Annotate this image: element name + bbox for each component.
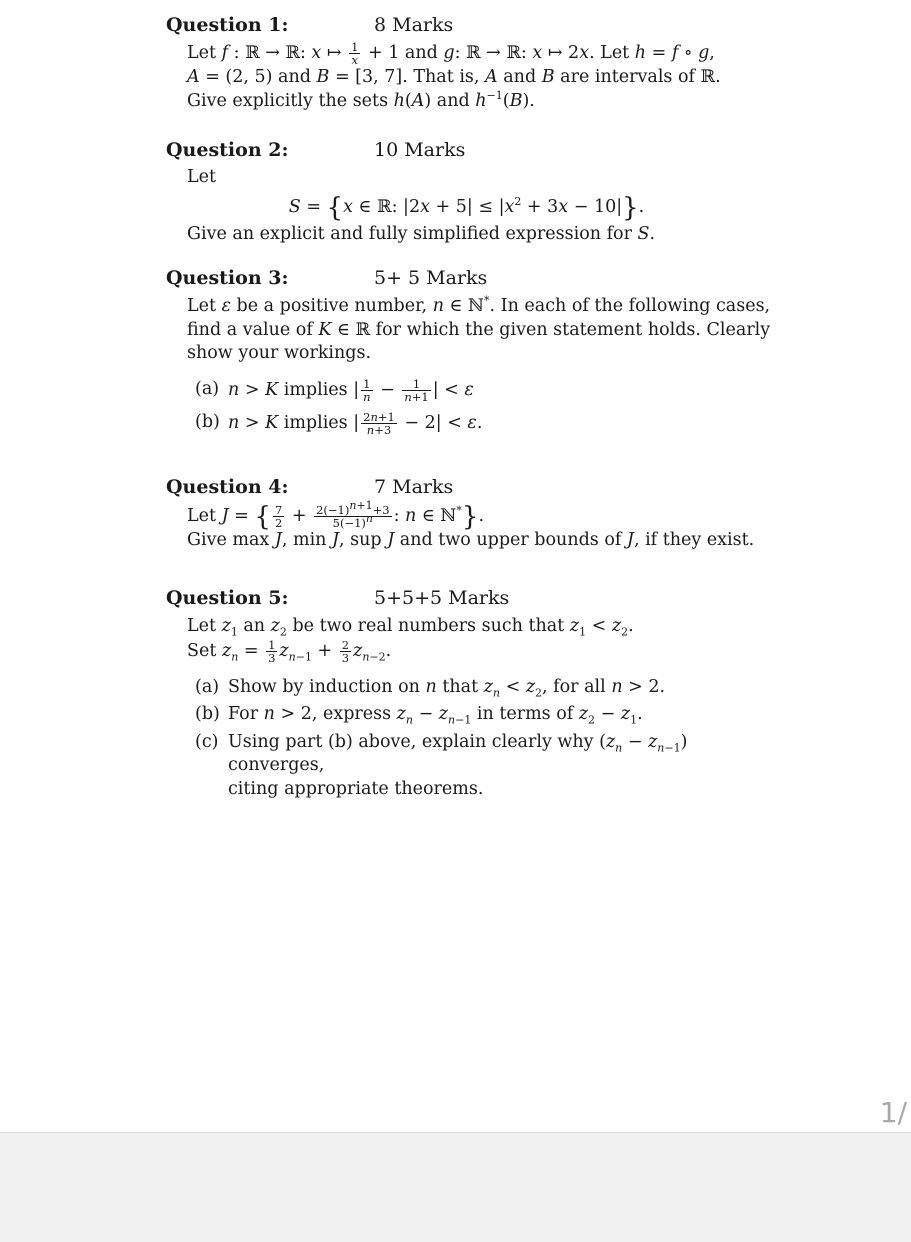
q1-line-1: Let f : ℝ → ℝ: x ↦ $\frac{1}{x}$ + 1 and g: ℝ → ℝ: x ↦ 2x. Let h = f ∘ g, bbox=[187, 40, 715, 67]
q3-item-b: (b) n > K implies | $\frac{2n+1}{n+3}$ − 2| < ε. bbox=[195, 409, 483, 437]
q2-text: Give an explicit and fully simplified expression for S. bbox=[187, 224, 656, 244]
q1-line-2: A = (2, 5) and B = [3, 7]. That is, A and B are intervals of ℝ. bbox=[187, 67, 721, 87]
q3-line-3: show your workings. bbox=[187, 343, 372, 363]
viewer-footer bbox=[0, 1132, 911, 1242]
question-4-marks: 7 Marks bbox=[374, 476, 454, 498]
page-number: 1/ bbox=[879, 1096, 907, 1129]
q5-item-a: (a) Show by induction on n that $z_n < z_2$, for all n > 2. bbox=[195, 676, 666, 699]
q5-line-2: Set $z_n$ = $\frac{1}{3}$ $z_{n-1}$ + $\frac{2}{3}$ $z_{n-2}$. bbox=[187, 637, 392, 665]
question-1-label: Question 1: bbox=[166, 14, 289, 36]
q4-set-definition: Let J = { $\frac{7}{2}$ + $\frac{2(-1)^{n+1}+3}{5(-1)^n}$ : n ∈ ℕ*}. bbox=[187, 499, 485, 532]
q1-line-3: Give explicitly the sets h(A) and $h^{-1}(B)$. bbox=[187, 88, 535, 111]
question-4-label: Question 4: bbox=[166, 476, 289, 498]
q5-item-b: (b) For n > 2, express $z_n - z_{n-1}$ in terms of $z_2 - z_1$. bbox=[195, 704, 643, 727]
question-1-marks: 8 Marks bbox=[374, 14, 454, 36]
question-1 bbox=[166, 14, 786, 113]
q3-line-1: Let ε be a positive number, n ∈ ℕ*. In each of the following cases, bbox=[187, 294, 771, 316]
question-2-marks: 10 Marks bbox=[374, 139, 466, 161]
question-5-label: Question 5: bbox=[166, 587, 289, 609]
question-3-marks: 5+ 5 Marks bbox=[374, 267, 488, 289]
question-2 bbox=[166, 139, 786, 247]
question-3 bbox=[166, 267, 786, 440]
q5-item-c: (c) Using part (b) above, explain clearly why $(z_n - z_{n-1})$ converges, citing appropriate theorems. bbox=[195, 731, 688, 799]
q2-intro: Let bbox=[187, 167, 217, 187]
question-5-marks: 5+5+5 Marks bbox=[374, 587, 510, 609]
q2-set-definition: S = {x ∈ ℝ: $|2x + 5| \le |x^2 + 3x - 10|$}. bbox=[288, 192, 645, 223]
question-4 bbox=[166, 476, 786, 553]
question-5 bbox=[166, 587, 786, 805]
question-3-label: Question 3: bbox=[166, 267, 289, 289]
q5-line-1: Let $z_1$ an $z_2$ be two real numbers such that $z_1 < z_2$. bbox=[187, 616, 634, 639]
q4-text: Give max J, min J, sup J and two upper bounds of J, if they exist. bbox=[187, 530, 755, 550]
q3-line-2: find a value of K ∈ ℝ for which the given statement holds. Clearly bbox=[187, 319, 771, 340]
q3-item-a: (a) n > K implies | $\frac{1}{n}$ − $\frac{1}{n+1}$ | < ε bbox=[195, 376, 474, 404]
question-2-label: Question 2: bbox=[166, 139, 289, 161]
